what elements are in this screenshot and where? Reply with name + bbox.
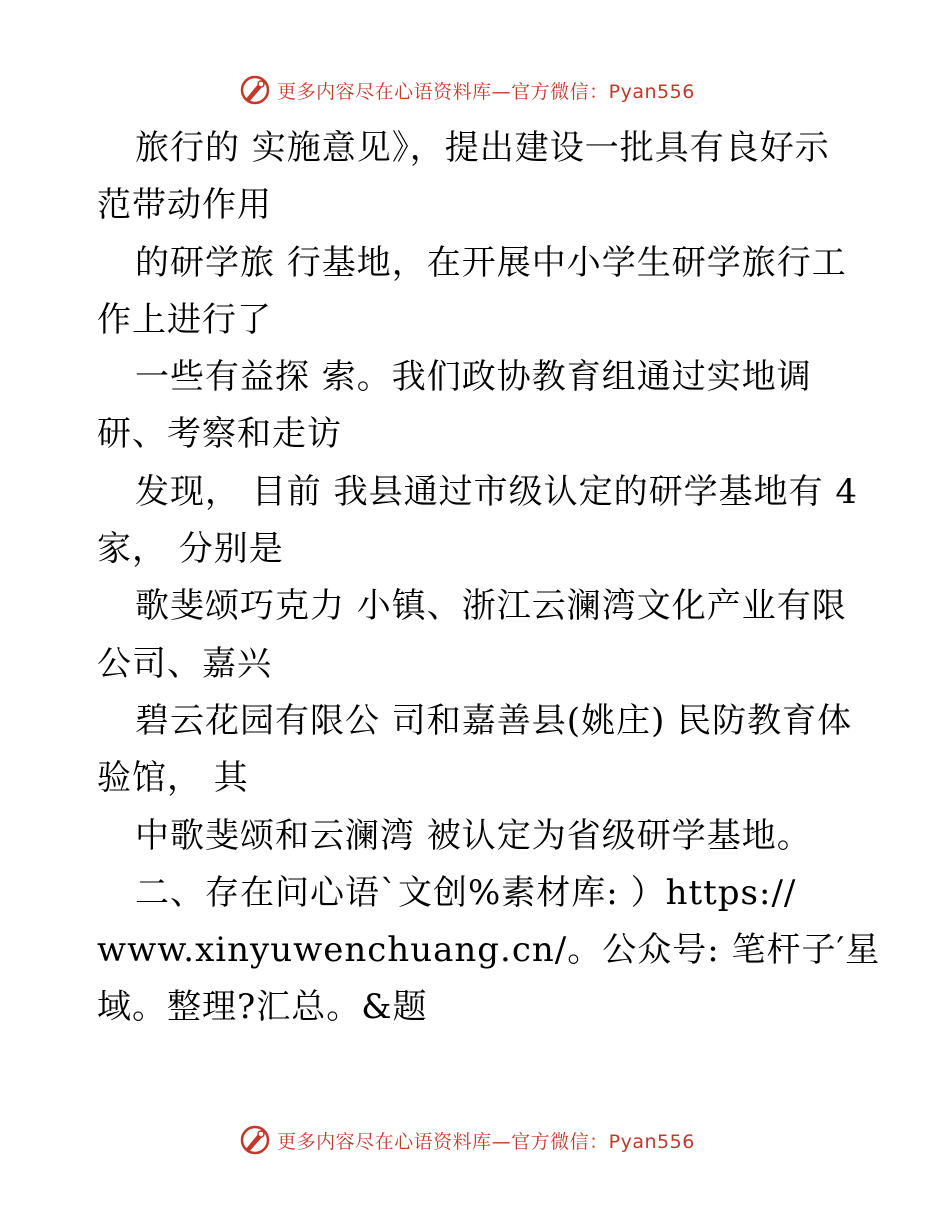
body-text-line: 验馆， 其 xyxy=(97,758,249,799)
body-text-line: www.xinyuwenchuang.cn/。公众号: 笔杆子′星 xyxy=(97,930,881,971)
body-text-line: 二、存在问心语`文创%素材库: ）https:// xyxy=(135,872,797,913)
header-banner-text: 更多内容尽在心语资料库—官方微信：Pyan556 xyxy=(277,80,695,103)
footer-banner-text: 更多内容尽在心语资料库—官方微信：Pyan556 xyxy=(277,1130,695,1153)
document-body xyxy=(97,120,881,1037)
body-text-line: 的研学旅 行基地，在开展中小学生研学旅行工 xyxy=(135,242,847,283)
pen-logo-icon xyxy=(239,74,271,106)
body-text-line: 公司、嘉兴 xyxy=(97,643,272,684)
header-banner xyxy=(0,70,950,110)
body-text-line: 研、考察和走访 xyxy=(97,414,342,455)
body-text-line: 发现， 目前 我县通过市级认定的研学基地有 4 xyxy=(135,471,859,512)
footer-banner xyxy=(0,1120,950,1160)
body-text-line: 域。整理?汇总。&题 xyxy=(97,987,428,1028)
pen-logo-icon xyxy=(239,1124,271,1156)
body-text-line: 旅行的 实施意见》，提出建设一批具有良好示 xyxy=(135,128,830,168)
body-text-line: 碧云花园有限公 司和嘉善县(姚庄) 民防教育体 xyxy=(135,700,853,741)
body-text-line: 范带动作用 xyxy=(97,185,272,226)
body-text-line: 家， 分别是 xyxy=(97,529,284,570)
body-text-line: 中歌斐颂和云澜湾 被认定为省级研学基地。 xyxy=(135,815,812,856)
body-text-line: 歌斐颂巧克力 小镇、浙江云澜湾文化产业有限 xyxy=(135,586,847,627)
body-text-line: 一些有益探 索。我们政协教育组通过实地调 xyxy=(135,357,812,398)
body-text-line: 作上进行了 xyxy=(97,299,272,340)
